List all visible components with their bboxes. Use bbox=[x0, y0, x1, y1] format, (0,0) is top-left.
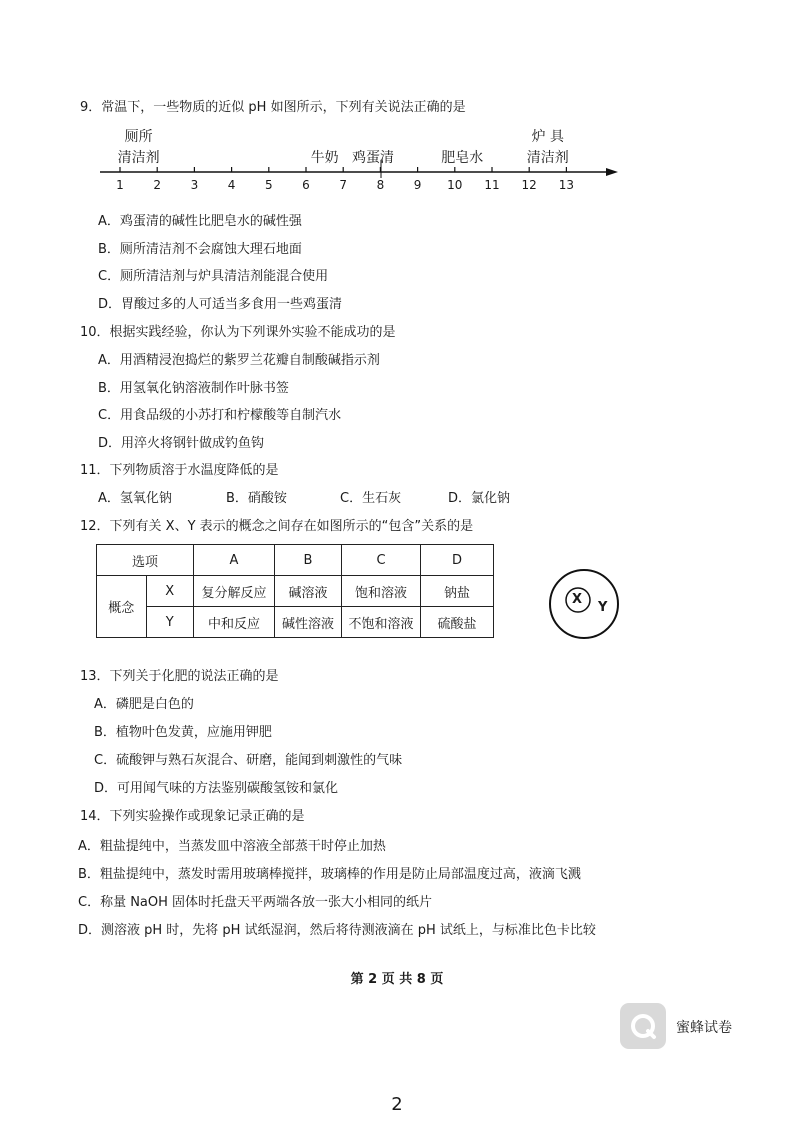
table-header-cell: 选项 bbox=[97, 545, 194, 576]
diagram-label-y: Y bbox=[598, 600, 608, 615]
q11-option-b: B．硝酸铵 bbox=[226, 491, 287, 506]
q10-option-b: B．用氢氧化钠溶液制作叶脉书签 bbox=[98, 381, 289, 396]
table-cell: 复分解反应 bbox=[194, 576, 275, 607]
table-cell: 不饱和溶液 bbox=[342, 607, 421, 638]
table-cell: 碱溶液 bbox=[275, 576, 342, 607]
watermark-text: 蜜蜂试卷 bbox=[676, 1020, 732, 1036]
q9-option-d: D．胃酸过多的人可适当多食用一些鸡蛋清 bbox=[98, 297, 343, 312]
q14-stem: 14．下列实验操作或现象记录正确的是 bbox=[80, 809, 305, 824]
ph-substance-label: 肥皂水 bbox=[441, 150, 484, 166]
q13-option-d: D．可用闻气味的方法鉴别碳酸氢铵和氯化 bbox=[94, 781, 339, 796]
q9-option-a: A．鸡蛋清的碱性比肥皂水的碱性强 bbox=[98, 214, 302, 229]
q11-option-a: A．氢氧化钠 bbox=[98, 491, 172, 506]
ph-tick-label: 12 bbox=[521, 178, 537, 192]
q9-stem: 9．常温下，一些物质的近似 pH 如图所示，下列有关说法正确的是 bbox=[80, 100, 466, 115]
ph-substance-label: 厕所 bbox=[124, 129, 153, 145]
table-cell: 钠盐 bbox=[421, 576, 494, 607]
q9-option-b: B．厕所清洁剂不会腐蚀大理石地面 bbox=[98, 242, 302, 257]
ph-substance-label: 清洁剂 bbox=[526, 150, 569, 166]
ph-tick-label: 2 bbox=[153, 178, 161, 192]
ph-substance-label: 清洁剂 bbox=[117, 150, 160, 166]
q12-stem: 12．下列有关 X、Y 表示的概念之间存在如图所示的“包含”关系的是 bbox=[80, 519, 474, 534]
page-number: 2 bbox=[391, 1094, 403, 1115]
q13-stem: 13．下列关于化肥的说法正确的是 bbox=[80, 669, 279, 684]
table-cell: 硫酸盐 bbox=[421, 607, 494, 638]
ph-tick-label: 3 bbox=[190, 178, 199, 192]
ph-tick-label: 5 bbox=[264, 178, 273, 192]
inclusion-circles bbox=[548, 568, 620, 640]
table-row bbox=[97, 607, 494, 638]
q13-option-a: A．磷肥是白色的 bbox=[94, 697, 194, 712]
q14-option-d: D．测溶液 pH 时，先将 pH 试纸湿润，然后将待测液滴在 pH 试纸上，与标准比色卡比较 bbox=[78, 923, 596, 938]
table-cell: 饱和溶液 bbox=[342, 576, 421, 607]
table-row bbox=[97, 576, 494, 607]
q10-stem: 10．根据实践经验，你认为下列课外实验不能成功的是 bbox=[80, 325, 396, 340]
ph-tick-label: 10 bbox=[447, 178, 463, 192]
q11-option-c: C．生石灰 bbox=[340, 491, 402, 506]
ph-substance-label: 牛奶 bbox=[310, 150, 339, 166]
table-cell: 碱性溶液 bbox=[275, 607, 342, 638]
q9-option-c: C．厕所清洁剂与炉具清洁剂能混合使用 bbox=[98, 269, 329, 284]
diagram-label-x: X bbox=[572, 592, 583, 607]
row-group-label: 概念 bbox=[97, 576, 147, 638]
watermark-logo-icon bbox=[620, 1003, 666, 1049]
ph-tick-label: 7 bbox=[339, 178, 347, 192]
q11-stem: 11．下列物质溶于水温度降低的是 bbox=[80, 463, 279, 478]
q10-option-a: A．用酒精浸泡捣烂的紫罗兰花瓣自制酸碱指示剂 bbox=[98, 353, 380, 368]
q14-option-a: A．粗盐提纯中，当蒸发皿中溶液全部蒸干时停止加热 bbox=[78, 839, 386, 854]
ph-tick-label: 9 bbox=[413, 178, 422, 192]
ph-tick-label: 8 bbox=[376, 178, 385, 192]
table-header-cell: D bbox=[421, 545, 494, 576]
q13-option-b: B．植物叶色发黄，应施用钾肥 bbox=[94, 725, 272, 740]
ph-tick-label: 6 bbox=[302, 178, 310, 192]
table-header-cell: A bbox=[194, 545, 275, 576]
ph-tick-label: 1 bbox=[116, 178, 124, 192]
table-header-cell: B bbox=[275, 545, 342, 576]
page-footer: 第 2 页 共 8 页 bbox=[350, 972, 444, 987]
row-key: Y bbox=[146, 607, 194, 638]
inclusion-diagram bbox=[548, 568, 620, 640]
watermark-logo bbox=[620, 1003, 666, 1049]
q14-option-b: B．粗盐提纯中，蒸发时需用玻璃棒搅拌，玻璃棒的作用是防止局部温度过高，液滴飞溅 bbox=[78, 867, 581, 882]
ph-tick-label: 13 bbox=[558, 178, 575, 192]
concept-table bbox=[96, 544, 494, 638]
ph-substance-label: 鸡蛋清 bbox=[351, 150, 394, 166]
q11-option-d: D．氯化钠 bbox=[448, 491, 511, 506]
table-cell: 中和反应 bbox=[194, 607, 275, 638]
row-key: X bbox=[146, 576, 194, 607]
table-header-cell: C bbox=[342, 545, 421, 576]
q10-option-d: D．用淬火将钢针做成钓鱼钩 bbox=[98, 436, 265, 451]
q10-option-c: C．用食品级的小苏打和柠檬酸等自制汽水 bbox=[98, 408, 342, 423]
table-header-row bbox=[97, 545, 494, 576]
q13-option-c: C．硫酸钾与熟石灰混合、研磨，能闻到刺激性的气味 bbox=[94, 753, 403, 768]
ph-axis bbox=[0, 0, 794, 200]
ph-tick-label: 11 bbox=[484, 178, 500, 192]
ph-tick-label: 4 bbox=[227, 178, 236, 192]
q14-option-c: C．称量 NaOH 固体时托盘天平两端各放一张大小相同的纸片 bbox=[78, 895, 433, 910]
ph-substance-label: 炉 具 bbox=[531, 129, 565, 145]
